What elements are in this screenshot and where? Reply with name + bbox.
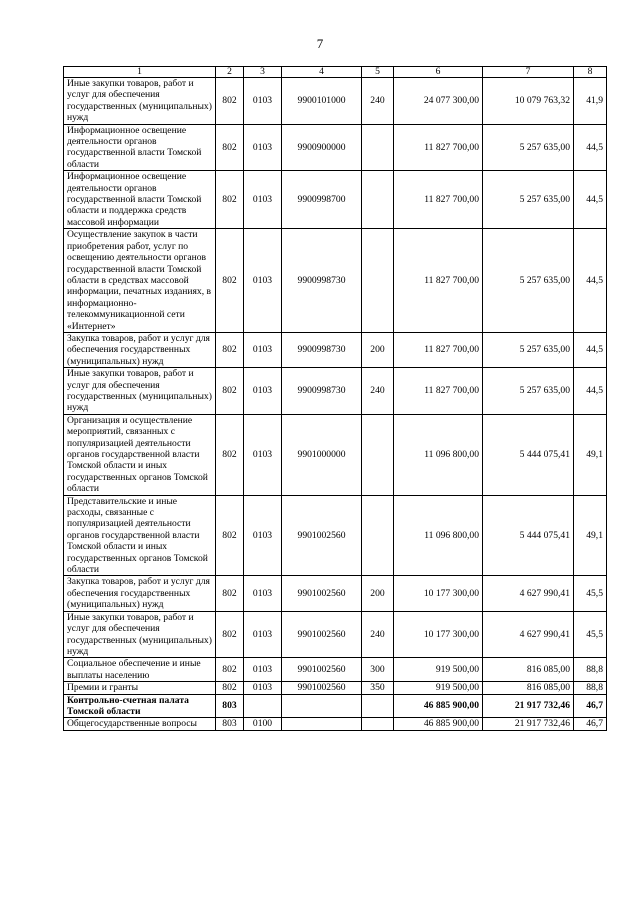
row-name-cell: Контрольно-счетная палата Томской области [64, 694, 216, 718]
section-code-cell: 0103 [244, 332, 282, 367]
planned-amount-cell: 919 500,00 [394, 658, 483, 682]
admin-code-cell: 803 [216, 718, 244, 730]
row-name-cell: Иные закупки товаров, работ и услуг для обеспечения государственных (муниципальных) нужд [64, 78, 216, 125]
planned-amount-cell: 46 885 900,00 [394, 718, 483, 730]
admin-code-cell: 802 [216, 229, 244, 333]
column-header: 7 [483, 67, 574, 78]
column-header: 8 [574, 67, 607, 78]
planned-amount-cell: 919 500,00 [394, 682, 483, 694]
percent-cell: 46,7 [574, 694, 607, 718]
section-code-cell: 0103 [244, 414, 282, 495]
admin-code-cell: 802 [216, 576, 244, 611]
expense-type-cell [362, 171, 394, 229]
percent-cell: 44,5 [574, 171, 607, 229]
target-article-cell: 9901000000 [282, 414, 362, 495]
percent-cell: 49,1 [574, 495, 607, 576]
target-article-cell: 9900101000 [282, 78, 362, 125]
section-code-cell: 0103 [244, 576, 282, 611]
expense-type-cell: 240 [362, 368, 394, 415]
section-code-cell: 0103 [244, 682, 282, 694]
expense-type-cell: 350 [362, 682, 394, 694]
planned-amount-cell: 11 827 700,00 [394, 332, 483, 367]
expense-type-cell: 300 [362, 658, 394, 682]
target-article-cell: 9901002560 [282, 576, 362, 611]
table-row [64, 658, 607, 682]
row-name-cell: Иные закупки товаров, работ и услуг для обеспечения государственных (муниципальных) нужд [64, 611, 216, 658]
table-row [64, 368, 607, 415]
section-code-cell: 0103 [244, 611, 282, 658]
percent-cell: 49,1 [574, 414, 607, 495]
admin-code-cell: 802 [216, 124, 244, 171]
executed-amount-cell: 10 079 763,32 [483, 78, 574, 125]
executed-amount-cell: 816 085,00 [483, 682, 574, 694]
planned-amount-cell: 11 827 700,00 [394, 229, 483, 333]
planned-amount-cell: 10 177 300,00 [394, 576, 483, 611]
expense-type-cell: 240 [362, 611, 394, 658]
percent-cell: 44,5 [574, 124, 607, 171]
target-article-cell: 9900998730 [282, 332, 362, 367]
executed-amount-cell: 4 627 990,41 [483, 611, 574, 658]
section-code-cell: 0103 [244, 171, 282, 229]
planned-amount-cell: 11 096 800,00 [394, 495, 483, 576]
row-name-cell: Закупка товаров, работ и услуг для обеспечения государственных (муниципальных) нужд [64, 332, 216, 367]
executed-amount-cell: 5 257 635,00 [483, 229, 574, 333]
target-article-cell: 9901002560 [282, 495, 362, 576]
percent-cell: 88,8 [574, 658, 607, 682]
row-name-cell: Премии и гранты [64, 682, 216, 694]
table-row [64, 414, 607, 495]
row-name-cell: Организация и осуществление мероприятий, связанных с популяризацией деятельности органов государственной власти Томской области и иных государственных органов Томской области [64, 414, 216, 495]
admin-code-cell: 802 [216, 611, 244, 658]
executed-amount-cell: 5 257 635,00 [483, 332, 574, 367]
planned-amount-cell: 11 827 700,00 [394, 124, 483, 171]
target-article-cell: 9901002560 [282, 611, 362, 658]
executed-amount-cell: 5 444 075,41 [483, 414, 574, 495]
table-row [64, 229, 607, 333]
row-name-cell: Иные закупки товаров, работ и услуг для обеспечения государственных (муниципальных) нужд [64, 368, 216, 415]
budget-table [63, 66, 607, 731]
admin-code-cell: 802 [216, 682, 244, 694]
table-header-row [64, 67, 607, 78]
section-code-cell: 0103 [244, 495, 282, 576]
target-article-cell [282, 718, 362, 730]
section-code-cell: 0103 [244, 124, 282, 171]
row-name-cell: Социальное обеспечение и иные выплаты населению [64, 658, 216, 682]
target-article-cell: 9900900000 [282, 124, 362, 171]
target-article-cell: 9900998700 [282, 171, 362, 229]
target-article-cell: 9901002560 [282, 658, 362, 682]
executed-amount-cell: 21 917 732,46 [483, 694, 574, 718]
target-article-cell: 9900998730 [282, 229, 362, 333]
target-article-cell: 9900998730 [282, 368, 362, 415]
executed-amount-cell: 5 444 075,41 [483, 495, 574, 576]
row-name-cell: Общегосударственные вопросы [64, 718, 216, 730]
percent-cell: 45,5 [574, 611, 607, 658]
expense-type-cell: 200 [362, 576, 394, 611]
table-row [64, 611, 607, 658]
row-name-cell: Закупка товаров, работ и услуг для обеспечения государственных (муниципальных) нужд [64, 576, 216, 611]
expense-type-cell [362, 495, 394, 576]
table-row [64, 78, 607, 125]
admin-code-cell: 802 [216, 495, 244, 576]
section-code-cell [244, 694, 282, 718]
planned-amount-cell: 46 885 900,00 [394, 694, 483, 718]
section-code-cell: 0103 [244, 368, 282, 415]
table-row [64, 495, 607, 576]
section-code-cell: 0103 [244, 229, 282, 333]
expense-type-cell: 200 [362, 332, 394, 367]
row-name-cell: Представительские и иные расходы, связанные с популяризацией деятельности органов государственной власти Томской области и иных государственных органов Томской области [64, 495, 216, 576]
admin-code-cell: 802 [216, 658, 244, 682]
section-code-cell: 0103 [244, 78, 282, 125]
column-header: 6 [394, 67, 483, 78]
section-code-cell: 0103 [244, 658, 282, 682]
column-header: 4 [282, 67, 362, 78]
row-name-cell: Информационное освещение деятельности органов государственной власти Томской области и поддержка средств массовой информации [64, 171, 216, 229]
expense-type-cell [362, 414, 394, 495]
admin-code-cell: 802 [216, 368, 244, 415]
expense-type-cell [362, 694, 394, 718]
row-name-cell: Осуществление закупок в части приобретения работ, услуг по освещению деятельности органов государственной власти Томской области в средствах массовой информации, печатных изданиях, в информационно-телекоммуникационной сети «Интернет» [64, 229, 216, 333]
row-name-cell: Информационное освещение деятельности органов государственной власти Томской области [64, 124, 216, 171]
column-header: 5 [362, 67, 394, 78]
planned-amount-cell: 11 827 700,00 [394, 171, 483, 229]
column-header: 1 [64, 67, 216, 78]
executed-amount-cell: 21 917 732,46 [483, 718, 574, 730]
admin-code-cell: 803 [216, 694, 244, 718]
percent-cell: 88,8 [574, 682, 607, 694]
executed-amount-cell: 5 257 635,00 [483, 171, 574, 229]
executed-amount-cell: 816 085,00 [483, 658, 574, 682]
percent-cell: 41,9 [574, 78, 607, 125]
executed-amount-cell: 5 257 635,00 [483, 368, 574, 415]
percent-cell: 46,7 [574, 718, 607, 730]
percent-cell: 44,5 [574, 332, 607, 367]
target-article-cell [282, 694, 362, 718]
expense-type-cell [362, 718, 394, 730]
table-row [64, 171, 607, 229]
executed-amount-cell: 5 257 635,00 [483, 124, 574, 171]
target-article-cell: 9901002560 [282, 682, 362, 694]
planned-amount-cell: 10 177 300,00 [394, 611, 483, 658]
table-row [64, 124, 607, 171]
section-code-cell: 0100 [244, 718, 282, 730]
percent-cell: 44,5 [574, 229, 607, 333]
expense-type-cell [362, 124, 394, 171]
column-header: 2 [216, 67, 244, 78]
percent-cell: 45,5 [574, 576, 607, 611]
admin-code-cell: 802 [216, 414, 244, 495]
planned-amount-cell: 11 096 800,00 [394, 414, 483, 495]
page-number: 7 [316, 36, 324, 51]
table-row [64, 576, 607, 611]
executed-amount-cell: 4 627 990,41 [483, 576, 574, 611]
table-row [64, 694, 607, 718]
column-header: 3 [244, 67, 282, 78]
table-row [64, 332, 607, 367]
admin-code-cell: 802 [216, 332, 244, 367]
table-row [64, 682, 607, 694]
planned-amount-cell: 11 827 700,00 [394, 368, 483, 415]
expense-type-cell [362, 229, 394, 333]
admin-code-cell: 802 [216, 171, 244, 229]
table-row [64, 718, 607, 730]
planned-amount-cell: 24 077 300,00 [394, 78, 483, 125]
admin-code-cell: 802 [216, 78, 244, 125]
percent-cell: 44,5 [574, 368, 607, 415]
expense-type-cell: 240 [362, 78, 394, 125]
